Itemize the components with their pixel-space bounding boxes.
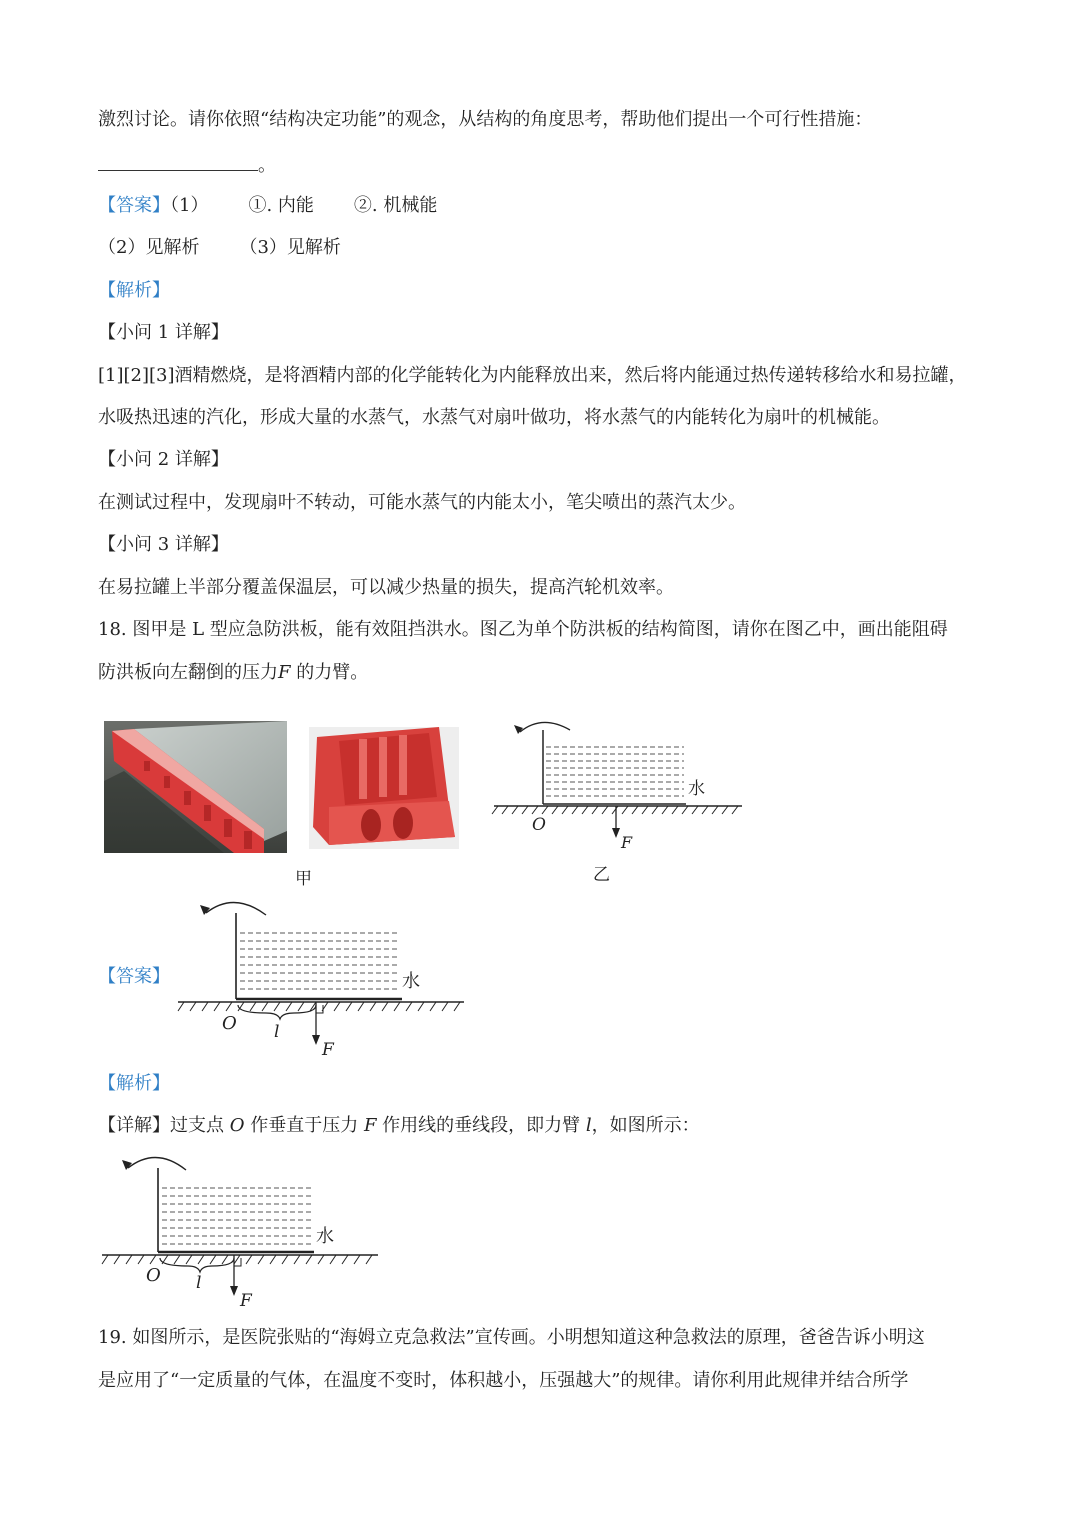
label-water: 水 — [688, 779, 705, 799]
answer-diagram — [174, 893, 470, 1063]
q18-detail-line: 【详解】过支点 O 作垂直于压力 F 作用线的垂线段，即力臂 l，如图所示： — [98, 1115, 700, 1136]
q17-sub3-line1: 在易拉罐上半部分覆盖保温层，可以减少热量的损失，提高汽轮机效率。 — [98, 577, 674, 598]
diagram-yi — [490, 712, 750, 852]
ans-label-F: F — [322, 1040, 334, 1060]
q17-sub2-heading: 【小问 2 详解】 — [98, 449, 229, 470]
answer-blank — [98, 152, 258, 171]
detail-label-water: 水 — [316, 1226, 334, 1247]
ans-label-l: l — [274, 1022, 280, 1042]
ans-label-O: O — [222, 1013, 237, 1034]
q18-analysis-tag: 【解析】 — [98, 1073, 170, 1094]
q17-sub2-line1: 在测试过程中，发现扇叶不转动，可能水蒸气的内能太小，笔尖喷出的蒸汽太少。 — [98, 492, 746, 513]
detail-label-O: O — [146, 1265, 161, 1286]
q17-answer-blank-line: 。 — [98, 152, 276, 178]
q17-sub1-heading: 【小问 1 详解】 — [98, 322, 229, 343]
q19-question-line2: 是应用了“一定质量的气体，在温度不变时，体积越小，压强越大”的规律。请你利用此规律并结合所学 — [98, 1370, 909, 1391]
q17-sub1-line1: [1][2][3]酒精燃烧，是将酒精内部的化学能转化为内能释放出来，然后将内能通过热传递转移给水和易拉罐， — [98, 365, 967, 386]
detail-label-l: l — [196, 1273, 202, 1293]
label-F: F — [621, 833, 633, 852]
q18-question-line2: 防洪板向左翻倒的压力F 的力臂。 — [98, 662, 369, 683]
answer-tag: 【答案】 — [98, 195, 170, 216]
flood-barrier-photo — [104, 721, 287, 853]
q19-question-line1: 19. 如图所示，是医院张贴的“海姆立克急救法”宣传画。小明想知道这种急救法的原理，爸爸告诉小明这 — [98, 1327, 925, 1348]
q17-sub1-line2: 水吸热迅速的汽化，形成大量的水蒸气，水蒸气对扇叶做功，将水蒸气的内能转化为扇叶的机械能。 — [98, 407, 890, 428]
q18-answer-tag: 【答案】 — [98, 966, 170, 987]
q17-analysis-tag: 【解析】 — [98, 280, 170, 301]
caption-yi: 乙 — [593, 865, 610, 885]
detail-label-F: F — [240, 1291, 252, 1310]
q17-answer-line: 【答案】（1） ①. 内能 ②. 机械能 — [98, 195, 438, 216]
q17-answer-line2: （2）见解析 （3）见解析 — [98, 237, 341, 258]
caption-jia: 甲 — [295, 869, 312, 889]
q18-question-line1: 18. 图甲是 L 型应急防洪板，能有效阻挡洪水。图乙为单个防洪板的结构简图，请你在图乙中，画出能阻碍 — [98, 619, 948, 640]
q17-sub3-heading: 【小问 3 详解】 — [98, 534, 229, 555]
detail-diagram — [98, 1148, 384, 1310]
label-O: O — [532, 815, 546, 835]
single-barrier-photo — [309, 727, 459, 849]
q17-text-line1: 激烈讨论。请你依照“结构决定功能”的观念，从结构的角度思考，帮助他们提出一个可行性措施： — [98, 109, 873, 130]
ans-label-water: 水 — [402, 971, 420, 992]
